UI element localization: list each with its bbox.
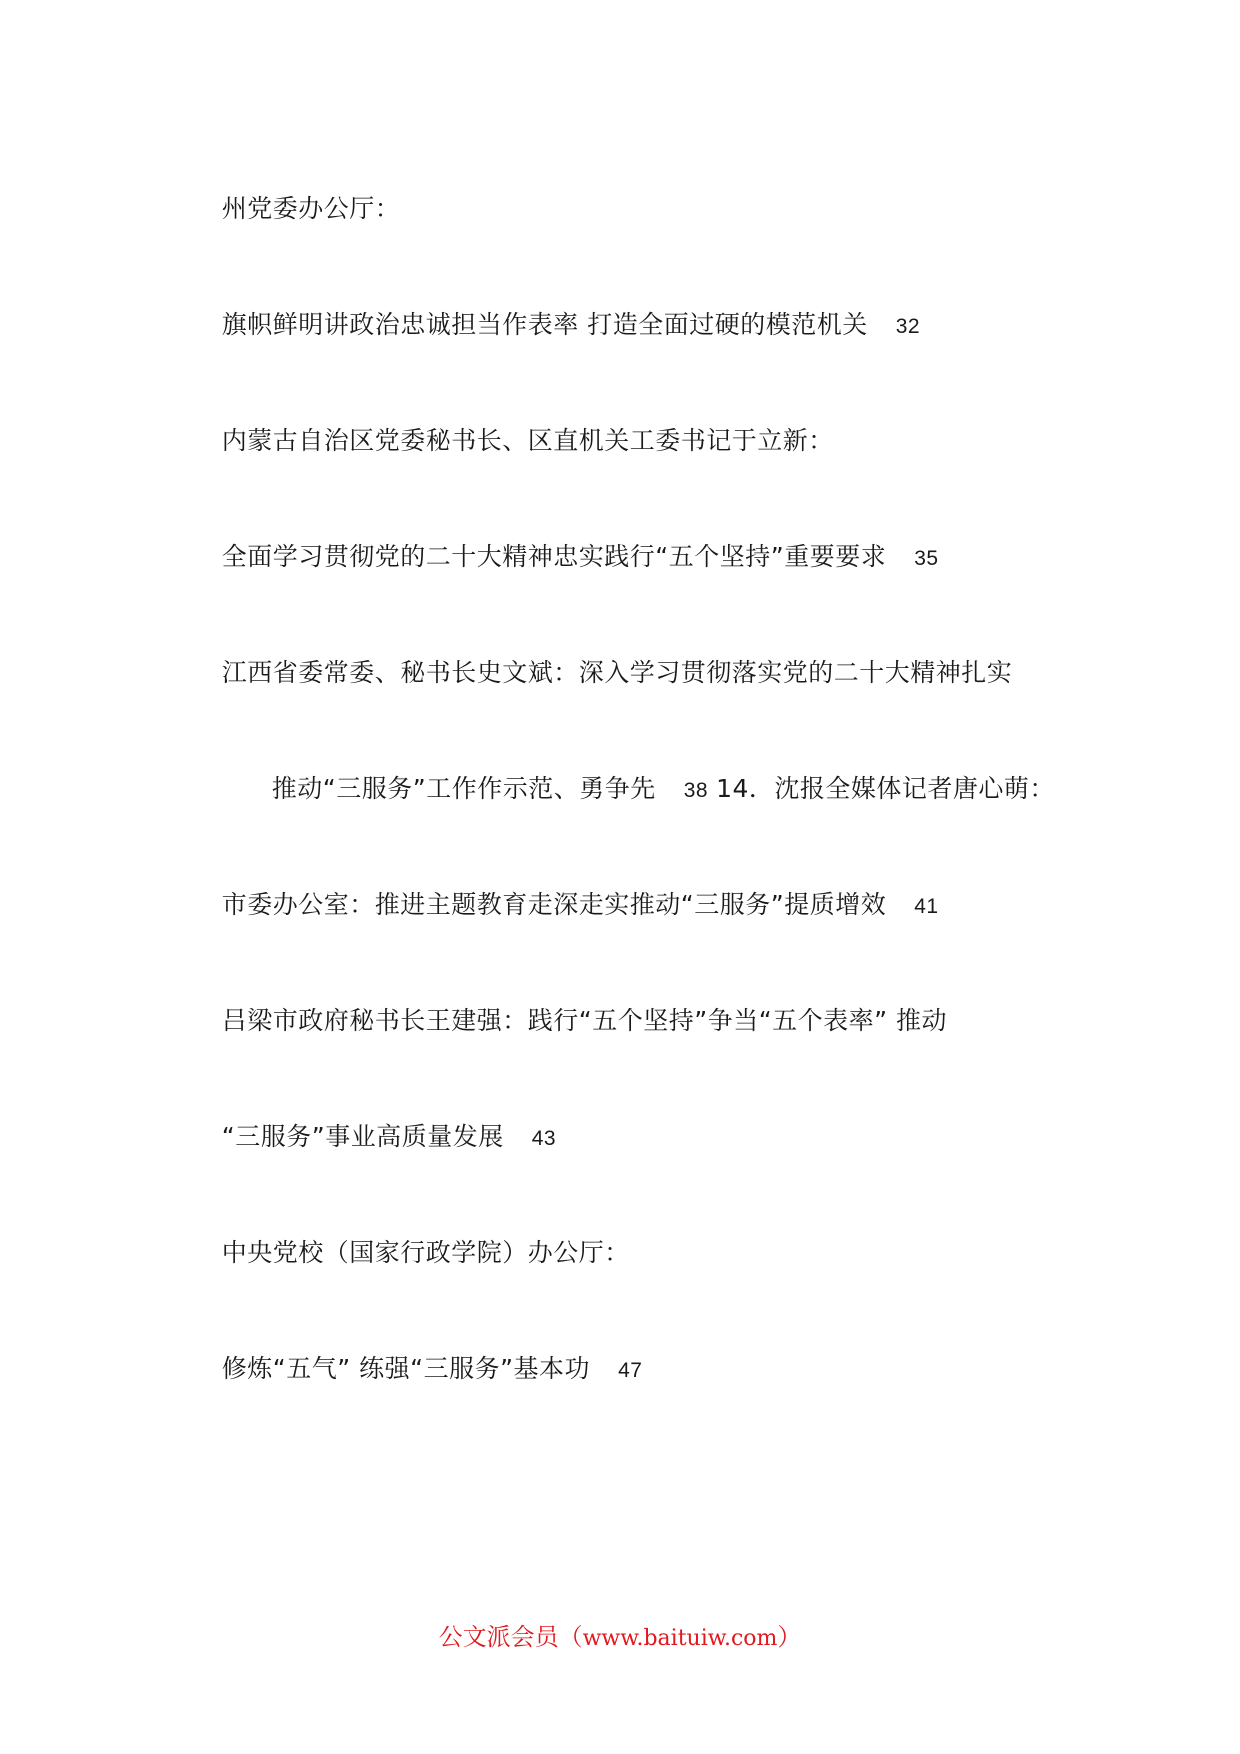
toc-line-4-text: 全面学习贯彻党的二十大精神忠实践行“五个坚持”重要要求 [221, 542, 887, 571]
toc-line-2-text: 旗帜鲜明讲政治忠诚担当作表率 打造全面过硬的模范机关 [221, 310, 868, 339]
toc-line-9-text: “三服务”事业高质量发展 [221, 1122, 504, 1151]
toc-line-9 [188, 1086, 556, 1190]
toc-line-2-page: 32 [895, 315, 921, 338]
toc-line-2 [188, 274, 920, 378]
footer-url: www.baituiw.com [582, 1626, 778, 1651]
toc-line-10-text: 中央党校（国家行政学院）办公厅： [221, 1238, 630, 1267]
toc-line-7-page: 41 [914, 895, 939, 918]
toc-line-6-tail: 14．沈报全媒体记者唐心萌： [716, 774, 1055, 803]
toc-line-1-text: 州党委办公厅： [221, 194, 401, 223]
toc-line-10 [188, 1202, 630, 1304]
toc-line-3 [188, 390, 834, 492]
toc-line-7 [188, 854, 939, 958]
toc-line-5-text: 江西省委常委、秘书长史文斌：深入学习贯彻落实党的二十大精神扎实 [221, 658, 1013, 687]
footer-prefix: 公文派会员（ [438, 1623, 583, 1651]
toc-line-4-page: 35 [914, 547, 939, 570]
toc-line-8-text: 吕梁市政府秘书长王建强：践行“五个坚持”争当“五个表率” 推动 [221, 1006, 948, 1035]
toc-line-4 [188, 506, 939, 610]
toc-line-11-page: 47 [618, 1359, 643, 1382]
toc-line-8 [188, 970, 947, 1072]
footer-suffix: ） [777, 1623, 802, 1651]
footer-watermark [0, 1620, 1240, 1656]
toc-line-6-text: 推动“三服务”工作作示范、勇争先 [271, 774, 656, 803]
toc-line-11-text: 修炼“五气” 练强“三服务”基本功 [221, 1354, 591, 1383]
toc-line-6 [238, 738, 1055, 842]
toc-line-5 [188, 622, 1012, 724]
toc-line-6-page: 38 [683, 779, 709, 802]
toc-line-7-text: 市委办公室：推进主题教育走深走实推动“三服务”提质增效 [221, 890, 887, 919]
toc-line-9-page: 43 [531, 1127, 557, 1150]
toc-line-3-text: 内蒙古自治区党委秘书长、区直机关工委书记于立新： [221, 426, 834, 455]
toc-line-1 [188, 158, 400, 260]
toc-line-11 [188, 1318, 642, 1422]
